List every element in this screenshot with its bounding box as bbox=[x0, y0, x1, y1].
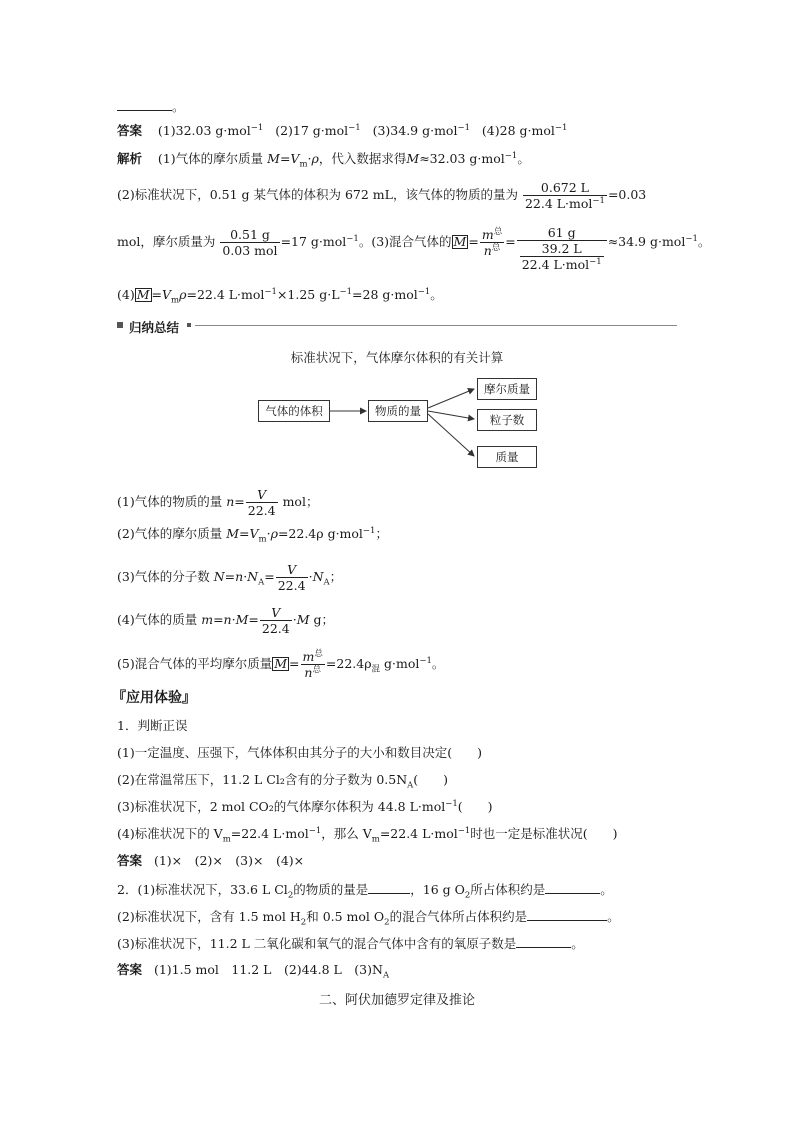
formula-2: (2)气体的摩尔质量 $M=V_m\cdot\rho=22.4\rho$ g·mol$^{-1}$； bbox=[117, 525, 388, 545]
formula-1: (1)气体的物质的量 n= $\frac{V}{22.4}$ mol； bbox=[117, 487, 319, 518]
q2-line-3: (3)标准状况下，11.2 L 二氧化碳和氧气的混合气体中含有的氧原子数是 。 bbox=[117, 936, 584, 951]
q1-answer: 答案 (1)× (2)× (3)× (4)× bbox=[117, 853, 305, 868]
q2-line-1: 2．(1)标准状况下，33.6 L $Cl_2$的物质的量是 ，16 g $O_2$所占体积约是 。 bbox=[117, 882, 613, 901]
compound-fraction: $\frac{61 g}{\frac{39.2 L}{22.4 L\cdot mol^{-1}}}$ bbox=[517, 225, 607, 272]
q1-item-1: (1)一定温度、压强下，气体体积由其分子的大小和数目决定( ) bbox=[117, 745, 482, 760]
diagram-title: 标准状况下，气体摩尔体积的有关计算 bbox=[290, 350, 504, 365]
node-molar-mass: 摩尔质量 bbox=[477, 378, 537, 400]
analysis-line-4: (4) $M =V_m\rho=22.4$ L·mol$^{-1}$×1.25 $g\cdot L^{-1}=28$ g·mol$^{-1}$。 bbox=[117, 286, 443, 306]
answer-blank bbox=[516, 935, 571, 948]
q1-item-2: (2)在常温常压下，11.2 L Cl₂含有的分子数为 $0.5N_A$( ) bbox=[117, 772, 449, 791]
fraction: $\frac{V}{22.4}$ bbox=[261, 605, 290, 636]
fraction: $\frac{m^总}{n^总}$ bbox=[481, 226, 503, 258]
q2-line-2: (2)标准状况下，含有 1.5 mol $H_2$和 0.5 mol $O_2$的混合气体所占体积约是 。 bbox=[117, 909, 620, 928]
section-2-title: 二、阿伏加德罗定律及推论 bbox=[318, 993, 475, 1008]
summary-section-header: 归纳总结 bbox=[117, 318, 677, 334]
answer-blank bbox=[368, 881, 410, 894]
analysis-label: 解析 bbox=[117, 151, 143, 166]
apply-section-header: 『应用体验』 bbox=[112, 690, 196, 706]
node-gas-volume: 气体的体积 bbox=[258, 400, 330, 422]
answer-label: 答案 bbox=[117, 123, 143, 138]
node-amount-of-substance: 物质的量 bbox=[368, 400, 428, 422]
mean-molar-mass-symbol: M bbox=[453, 234, 467, 249]
fraction: $\frac{0.51 g}{\text{0.03 mol}}$ bbox=[222, 227, 278, 258]
node-particle-number: 粒子数 bbox=[477, 409, 537, 431]
top-blank-line: 。 bbox=[117, 98, 185, 115]
inner-fraction: $\frac{39.2 L}{22.4 L\cdot mol^{-1}}$ bbox=[521, 241, 602, 272]
fraction: $\frac{m^总}{n^总}$ bbox=[302, 648, 323, 680]
formula-4: (4)气体的质量 m=n·M= $\frac{V}{22.4}$ ·M g； bbox=[117, 605, 335, 636]
node-mass: 质量 bbox=[477, 446, 537, 468]
analysis-line-1: 解析 (1)气体的摩尔质量 $M=V_m\cdot\rho$，代入数据求得M≈32.03 g·mol$^{-1}$。 bbox=[117, 150, 530, 170]
answer-line-1: 答案 (1)32.03 g·mol$^{-1}$ (2)17 g·mol$^{-1}$ (3)34.9 g·mol$^{-1}$ (4)28 g·mol$^{-1}$ bbox=[117, 122, 568, 138]
mean-molar-mass-symbol: M bbox=[274, 656, 288, 671]
q2-answer: 答案 (1)1.5 mol 11.2 L (2)44.8 L $(3)N_A$ bbox=[117, 962, 390, 981]
fraction: $\frac{V}{22.4}$ bbox=[247, 487, 276, 518]
formula-5: (5)混合气体的平均摩尔质量 M = $\frac{m^总}{n^总}$ $=22.4\rho_混$ g·mol$^{-1}$。 bbox=[117, 648, 445, 680]
analysis-line-3: mol，摩尔质量为 $\frac{0.51 g}{\text{0.03 mol}}$ =17 g·mol$^{-1}$。(3)混合气体的 M = $\frac{m^总}{n^总}$ = $\frac{61 g}{\frac{39.2 L}{22.4 L\cdot mol^{-1}}}$ ≈34.9 g·mol$^{-1}$。 bbox=[117, 225, 711, 272]
fraction: $\frac{0.672 L}{22.4 L\cdot mol^{-1}}$ bbox=[524, 180, 605, 211]
fraction: $\frac{V}{22.4}$ bbox=[277, 562, 306, 593]
mean-molar-mass-symbol: M bbox=[136, 287, 150, 302]
answer-blank bbox=[527, 908, 607, 921]
q1-title: 1．判断正误 bbox=[117, 718, 188, 733]
q1-item-4: (4)标准状况下的 $V_m=22.4$ L·mol$^{-1}$，那么 $V_m=22.4$ L·mol$^{-1}$时也一定是标准状况( ) bbox=[117, 825, 618, 845]
formula-3: (3)气体的分子数 $N=n\cdot N_A=$ $\frac{V}{22.4}$ $\cdot N_A$； bbox=[117, 562, 343, 593]
answer-blank bbox=[545, 881, 600, 894]
analysis-line-2: (2)标准状况下，0.51 g 某气体的体积为 672 mL，该气体的物质的量为 $\frac{0.672 L}{22.4 L\cdot mol^{-1}}$ =0.03 bbox=[117, 180, 647, 211]
q1-item-3: (3)标准状况下，2 mol CO₂的气体摩尔体积为 44.8 L·mol$^{-1}$( ) bbox=[117, 798, 493, 814]
